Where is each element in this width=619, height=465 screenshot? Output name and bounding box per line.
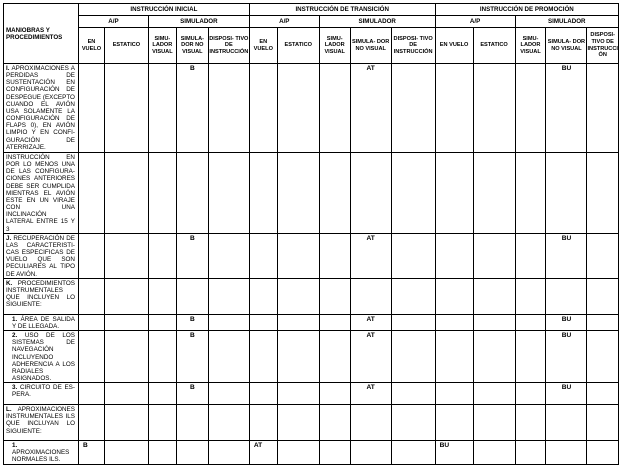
training-mark-cell [176, 153, 208, 234]
training-mark-cell [148, 383, 176, 405]
training-mark-cell [473, 405, 515, 441]
maneuver-cell [4, 441, 79, 464]
group-title-transition: INSTRUCCIÓN DE TRANSICIÓN [249, 4, 435, 16]
training-mark-cell [176, 405, 208, 441]
training-mark-cell [587, 64, 619, 153]
training-mark-cell: BU [546, 233, 587, 278]
column-header: DISPOSI- TIVO DE INSTRUCCI ÓN [587, 28, 619, 64]
training-mark-cell [78, 314, 104, 330]
training-mark-cell [208, 331, 249, 383]
table-row [4, 314, 619, 330]
training-mark-cell [515, 278, 546, 314]
column-header: ESTATICO [104, 28, 148, 64]
training-mark-cell [587, 441, 619, 464]
training-mark-cell [350, 153, 391, 234]
training-mark-cell [546, 278, 587, 314]
maneuver-cell [4, 153, 79, 234]
training-mark-cell [435, 233, 473, 278]
training-mark-cell [350, 441, 391, 464]
training-mark-cell [435, 153, 473, 234]
training-mark-cell [391, 405, 435, 441]
training-mark-cell [391, 233, 435, 278]
training-mark-cell [435, 331, 473, 383]
maneuver-cell [4, 383, 79, 405]
table-row [4, 441, 619, 464]
training-mark-cell [249, 314, 277, 330]
column-header: ESTATICO [473, 28, 515, 64]
training-mark-cell [587, 314, 619, 330]
training-mark-cell [473, 383, 515, 405]
training-mark-cell [104, 314, 148, 330]
training-mark-cell: B [176, 64, 208, 153]
training-mark-cell [176, 278, 208, 314]
training-mark-cell [435, 405, 473, 441]
training-mark-cell: BU [546, 314, 587, 330]
training-mark-cell [350, 405, 391, 441]
training-mark-cell [319, 405, 350, 441]
subgroup-ap: A/P [249, 16, 319, 28]
subgroup-ap: A/P [78, 16, 148, 28]
training-mark-cell [391, 64, 435, 153]
training-mark-cell [104, 441, 148, 464]
training-mark-cell [319, 278, 350, 314]
column-header: SIMULA- DOR NO VISUAL [546, 28, 587, 64]
training-mark-cell [208, 314, 249, 330]
maneuver-text: APROXIMACIONES INSTRUMENTALES ILS QUE INCLUYAN LO SIGUIENTE: [6, 406, 75, 435]
training-mark-cell: AT [350, 383, 391, 405]
column-header: SIMU- LADOR VISUAL [319, 28, 350, 64]
maneuver-text: PROCEDIMIENTOS INSTRUMENTALES QUE INCLUYEN LO SIGUIENTE: [6, 279, 75, 309]
subgroup-simulator: SIMULADOR [148, 16, 249, 28]
maneuver-prefix: K. [6, 279, 13, 287]
training-mark-cell [148, 153, 176, 234]
table-row [4, 383, 619, 405]
subgroup-ap: A/P [435, 16, 515, 28]
training-mark-cell [587, 153, 619, 234]
training-mark-cell [515, 314, 546, 330]
training-mark-cell [587, 383, 619, 405]
table-row [4, 153, 619, 234]
maneuver-cell [4, 64, 79, 153]
training-mark-cell [391, 441, 435, 464]
training-mark-cell: B [176, 383, 208, 405]
training-mark-cell [515, 64, 546, 153]
training-mark-cell: AT [249, 441, 277, 464]
training-mark-cell: AT [350, 314, 391, 330]
training-mark-cell [104, 233, 148, 278]
column-header: SIMU- LADOR VISUAL [515, 28, 546, 64]
training-mark-cell [435, 383, 473, 405]
training-mark-cell [208, 64, 249, 153]
training-mark-cell [515, 153, 546, 234]
training-mark-cell [473, 64, 515, 153]
training-mark-cell [277, 441, 319, 464]
training-mark-cell [78, 383, 104, 405]
column-header: DISPOSI- TIVO DE INSTRUCCIÓN [208, 28, 249, 64]
column-header: ESTATICO [277, 28, 319, 64]
training-mark-cell [208, 233, 249, 278]
table-row [4, 64, 619, 153]
group-title-promotion: INSTRUCCIÓN DE PROMOCIÓN [435, 4, 618, 16]
training-mark-cell [515, 331, 546, 383]
maneuver-cell [4, 405, 79, 441]
maneuver-prefix: J. [6, 234, 12, 242]
column-header: EN VUELO [249, 28, 277, 64]
training-mark-cell: BU [435, 441, 473, 464]
training-matrix-table [3, 3, 619, 465]
training-mark-cell [277, 153, 319, 234]
maneuver-prefix: 2. [12, 332, 18, 340]
training-mark-cell [208, 383, 249, 405]
training-mark-cell: BU [546, 331, 587, 383]
maneuver-text: USO DE LOS SISTEMAS DE NAVEGACIÓN INCLUYENDO ADHERENCIA A LOS RADIALES ASIGNADOS. [12, 332, 75, 382]
training-mark-cell [435, 278, 473, 314]
training-mark-cell [277, 233, 319, 278]
training-mark-cell [148, 278, 176, 314]
training-mark-cell [249, 383, 277, 405]
training-mark-cell [78, 153, 104, 234]
training-mark-cell [104, 64, 148, 153]
training-mark-cell [391, 331, 435, 383]
training-mark-cell [249, 331, 277, 383]
training-mark-cell [176, 441, 208, 464]
column-header: SIMULA- DOR NO VISUAL [350, 28, 391, 64]
table-row [4, 405, 619, 441]
training-mark-cell [587, 278, 619, 314]
training-mark-cell: AT [350, 233, 391, 278]
training-mark-cell [435, 314, 473, 330]
training-mark-cell [277, 314, 319, 330]
maneuver-text: CIRCUITO DE ES- PERA. [12, 384, 75, 399]
training-mark-cell [473, 441, 515, 464]
training-mark-cell [148, 331, 176, 383]
training-mark-cell [208, 278, 249, 314]
training-mark-cell [587, 331, 619, 383]
table-row [4, 331, 619, 383]
training-mark-cell [78, 233, 104, 278]
training-mark-cell [350, 278, 391, 314]
column-header: SIMULA- DOR NO VISUAL [176, 28, 208, 64]
training-mark-cell: B [78, 441, 104, 464]
training-mark-cell [277, 383, 319, 405]
training-mark-cell [148, 405, 176, 441]
subgroup-simulator: SIMULADOR [515, 16, 618, 28]
training-mark-cell [78, 331, 104, 383]
training-mark-cell [391, 383, 435, 405]
training-mark-cell [319, 64, 350, 153]
training-mark-cell [277, 64, 319, 153]
column-header: DISPOSI- TIVO DE INSTRUCCIÓN [391, 28, 435, 64]
maneuvers-header: MANIOBRAS Y PROCEDIMIENTOS [4, 4, 79, 64]
column-header: SIMU- LADOR VISUAL [148, 28, 176, 64]
training-mark-cell [148, 441, 176, 464]
training-mark-cell [473, 314, 515, 330]
column-header: EN VUELO [78, 28, 104, 64]
group-title-initial: INSTRUCCIÓN INICIAL [78, 4, 249, 16]
training-mark-cell [319, 331, 350, 383]
maneuver-text: INSTRUCCIÓN EN POR LO MENOS UNA DE LAS CONFIGURA- CIONES ANTERIORES DEBE SER CUMPLIDA MIENTRAS EL AVIÓN ESTE EN UN VIRAJE CON UNA INCLINACIÓN LATERAL ENTRE 15 Y 3 [6, 154, 75, 233]
table-row [4, 278, 619, 314]
training-mark-cell [277, 331, 319, 383]
training-mark-cell [104, 153, 148, 234]
training-mark-cell [546, 441, 587, 464]
maneuver-cell [4, 233, 79, 278]
training-mark-cell [473, 233, 515, 278]
training-mark-cell [319, 383, 350, 405]
maneuver-prefix: I. [6, 65, 10, 72]
table-row [4, 233, 619, 278]
training-mark-cell [391, 153, 435, 234]
maneuver-prefix: 1. [12, 442, 18, 450]
training-mark-cell [249, 233, 277, 278]
training-mark-cell [148, 64, 176, 153]
maneuver-cell [4, 314, 79, 330]
training-mark-cell [515, 441, 546, 464]
training-mark-cell [391, 278, 435, 314]
training-mark-cell [391, 314, 435, 330]
training-mark-cell: BU [546, 383, 587, 405]
training-mark-cell: B [176, 233, 208, 278]
training-mark-cell [148, 314, 176, 330]
training-mark-cell [473, 331, 515, 383]
training-mark-cell [277, 405, 319, 441]
training-mark-cell [78, 278, 104, 314]
training-mark-cell: BU [546, 64, 587, 153]
maneuver-text: RECUPERACIÓN DE LAS CARACTERISTI- CAS ESPECIFICAS DE VUELO QUE SON PECULIARES AL TIPO DE AVIÓN. [6, 234, 75, 278]
training-mark-cell [249, 405, 277, 441]
training-mark-cell [249, 64, 277, 153]
maneuver-prefix: 1. [12, 315, 18, 323]
training-mark-cell [473, 278, 515, 314]
training-mark-cell [208, 153, 249, 234]
training-mark-cell [208, 405, 249, 441]
training-mark-cell [515, 405, 546, 441]
training-mark-cell: B [176, 331, 208, 383]
column-header: EN VUELO [435, 28, 473, 64]
training-mark-cell [104, 331, 148, 383]
training-mark-cell [78, 64, 104, 153]
maneuver-text: ÁREA DE SALIDA Y DE LLEGADA. [12, 315, 75, 330]
training-mark-cell [319, 153, 350, 234]
training-mark-cell [249, 153, 277, 234]
maneuver-cell [4, 331, 79, 383]
training-mark-cell [319, 233, 350, 278]
training-mark-cell: AT [350, 64, 391, 153]
training-mark-cell [435, 64, 473, 153]
training-mark-cell [208, 441, 249, 464]
training-mark-cell [319, 314, 350, 330]
training-mark-cell [104, 278, 148, 314]
subgroup-simulator: SIMULADOR [319, 16, 435, 28]
training-mark-cell [249, 278, 277, 314]
maneuver-prefix: L. [6, 406, 12, 414]
training-mark-cell [515, 233, 546, 278]
training-mark-cell [515, 383, 546, 405]
training-mark-cell: B [176, 314, 208, 330]
training-mark-cell [587, 405, 619, 441]
training-mark-cell [587, 233, 619, 278]
training-mark-cell [319, 441, 350, 464]
training-mark-cell [473, 153, 515, 234]
training-mark-cell [277, 278, 319, 314]
training-mark-cell [78, 405, 104, 441]
training-mark-cell [546, 405, 587, 441]
maneuver-text: APROXIMACIONES A PERDIDAS DE SUSTENTACIÓN EN CONFIGURACIÓN DE DESPEGUE (EXCEPTO CUANDO EL AVIÓN USA SOLAMENTE LA CONFIGURACIÓN DE FLAPS 0), EN AVIÓN LIMPIO Y EN CONFI- GURACIÓN DE ATERRIZAJE. [6, 65, 75, 151]
maneuver-prefix: 3. [12, 384, 18, 392]
training-mark-cell: AT [350, 331, 391, 383]
training-mark-cell [104, 383, 148, 405]
training-mark-cell [148, 233, 176, 278]
maneuver-text: APROXIMACIONES NORMALES ILS. [12, 449, 70, 464]
training-mark-cell [546, 153, 587, 234]
maneuver-cell [4, 278, 79, 314]
training-mark-cell [104, 405, 148, 441]
